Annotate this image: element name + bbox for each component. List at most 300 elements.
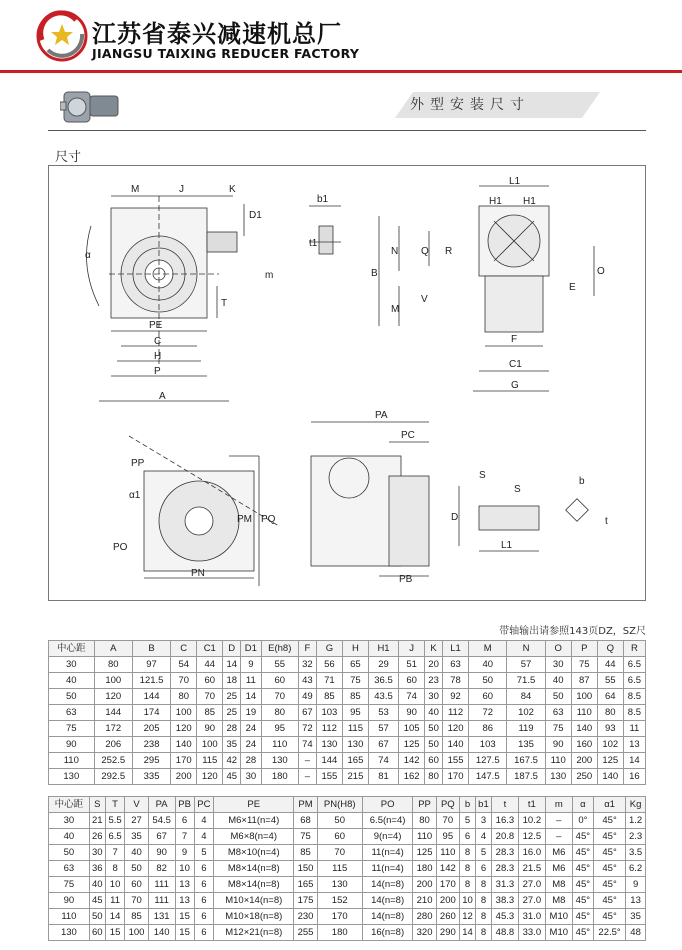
table-cell: 110 [49,909,90,925]
table-cell: 40 [125,845,148,861]
table-cell: 45° [572,909,593,925]
table-cell: 6.5 [623,673,645,689]
table-cell: 100 [571,689,597,705]
table-cell: 115 [342,721,368,737]
column-header: S [89,797,105,813]
table-cell: 9 [241,657,261,673]
table-row [49,829,646,845]
table-cell: 144 [132,689,170,705]
table-cell: 13 [623,737,645,753]
table-cell: – [545,813,572,829]
table-cell: 30 [241,769,261,785]
table-cell: 45° [593,877,625,893]
table-cell: 172 [94,721,132,737]
column-header: A [94,641,132,657]
table-cell: 120 [197,769,223,785]
table-cell: 78 [443,673,469,689]
table-cell: 7 [175,829,194,845]
table-cell: – [298,753,316,769]
table-cell: 11(n=4) [362,861,413,877]
column-header: PN(H8) [317,797,362,813]
table-cell: 42 [223,753,241,769]
table-cell: 45° [593,845,625,861]
table-cell: 210 [413,893,436,909]
table-header-row [49,797,646,813]
table-cell: 103 [469,737,507,753]
table-header-row [49,641,646,657]
dim-label: b [579,476,585,487]
table-cell: M10×14(n=8) [214,893,294,909]
table-cell: 70 [171,673,197,689]
table-row [49,689,646,705]
table-cell: 0° [572,813,593,829]
table-cell: 11 [623,721,645,737]
table-row [49,657,646,673]
column-header: b [459,797,475,813]
table-cell: 131 [148,909,175,925]
table-cell: 72 [469,705,507,721]
table-cell: 85 [294,845,317,861]
table-cell: 8.5 [623,705,645,721]
table-cell: 111 [148,893,175,909]
table-cell: 16.3 [491,813,518,829]
dim-label: M [391,304,400,315]
table-cell: 53 [368,705,398,721]
table-cell: 142 [399,753,425,769]
table-cell: 26 [89,829,105,845]
table-cell: 45° [593,829,625,845]
table-cell: 130 [49,769,95,785]
dim-label: H1 [523,196,536,207]
table-cell: 71 [316,673,342,689]
column-header: PP [413,797,436,813]
table-cell: 103 [316,705,342,721]
dim-label: G [511,380,519,391]
table-cell: 21 [89,813,105,829]
table-row [49,877,646,893]
table-cell: 155 [316,769,342,785]
table-cell: 8 [459,877,475,893]
table-cell: 31.0 [518,909,545,925]
table-cell: 48.8 [491,925,518,941]
table-cell: 81 [368,769,398,785]
table-cell: 71.5 [507,673,545,689]
table-row [49,737,646,753]
table-cell: 68 [294,813,317,829]
dimension-table-2 [48,796,646,941]
table-cell: 22.5° [593,925,625,941]
table-cell: 10 [175,861,194,877]
dim-label: F [511,334,518,345]
column-header: F [298,641,316,657]
table-cell: 4 [194,829,214,845]
dim-label: PB [399,574,413,585]
table-cell: 44 [197,657,223,673]
table-cell: 51 [399,657,425,673]
table-cell: 100 [171,705,197,721]
table-cell: 115 [197,753,223,769]
table-cell: 130 [261,753,298,769]
table-cell: 140 [443,737,469,753]
column-header: H [342,641,368,657]
table-cell: 90 [49,737,95,753]
page-title: 外型安装尺寸 [410,97,530,113]
table-cell: 60 [317,829,362,845]
dim-label: S [479,470,486,481]
table-cell: 135 [507,737,545,753]
header-divider [0,70,682,73]
table-cell: 49 [298,689,316,705]
table-cell: 170 [317,909,362,925]
table-cell: 120 [94,689,132,705]
table-cell: 174 [132,705,170,721]
table-cell: 2.3 [626,829,646,845]
table-cell: 5 [194,845,214,861]
column-header: N [507,641,545,657]
dim-label: R [445,246,453,257]
dimension-drawing [48,165,646,601]
table-cell: 6 [475,861,491,877]
table-row [49,893,646,909]
table-cell: 170 [171,753,197,769]
table-cell: 147.5 [469,769,507,785]
dim-label: α [85,250,91,261]
column-header: α1 [593,797,625,813]
table-cell: 50 [545,689,571,705]
table-cell: 45 [89,893,105,909]
table-cell: 21.5 [518,861,545,877]
table-cell: 60 [197,673,223,689]
column-header: C1 [197,641,223,657]
table-cell: 80 [94,657,132,673]
table-cell: 40 [49,673,95,689]
table-row [49,861,646,877]
table-cell: 50 [49,845,90,861]
company-name-cn: 江苏省泰兴减速机总厂 [92,20,342,48]
column-header: J [399,641,425,657]
table-cell: 11 [105,893,125,909]
dim-label: α1 [129,490,141,501]
table-cell: 80 [413,813,436,829]
table-cell: 70 [436,813,459,829]
table-cell: 260 [436,909,459,925]
table-cell: M10×18(n=8) [214,909,294,925]
table-cell: 110 [436,845,459,861]
table-cell: 45° [593,909,625,925]
table-cell: 165 [294,877,317,893]
column-header: L1 [443,641,469,657]
table-cell: 85 [342,689,368,705]
table-cell: M6×8(n=4) [214,829,294,845]
table-cell: 40 [425,705,443,721]
table-cell: 200 [571,753,597,769]
table-cell: 144 [94,705,132,721]
table-cell: 45° [572,829,593,845]
table-cell: 5 [475,845,491,861]
table-cell: 75 [571,657,597,673]
dim-label: PQ [261,514,276,525]
table-cell: M12×21(n=8) [214,925,294,941]
table-cell: 187.5 [507,769,545,785]
table-cell: 60 [469,689,507,705]
table-cell: 155 [443,753,469,769]
table-cell: 255 [294,925,317,941]
table-cell: 206 [94,737,132,753]
table-cell: 86 [469,721,507,737]
table-cell: – [545,829,572,845]
table-cell: 200 [436,893,459,909]
dim-label: S [514,484,521,495]
column-header: P [571,641,597,657]
table-cell: 130 [49,925,90,941]
table-cell: 74 [368,753,398,769]
table-cell: 25 [223,689,241,705]
table-cell: 27 [125,813,148,829]
table-cell: 45° [572,877,593,893]
table-cell: 6 [194,893,214,909]
dim-label: m [265,270,274,281]
table-cell: 90 [545,737,571,753]
table-cell: 110 [261,737,298,753]
table-cell: 200 [413,877,436,893]
dim-label: H [154,351,162,362]
table-cell: 84 [507,689,545,705]
table-cell: 29 [368,657,398,673]
table-cell: 292.5 [94,769,132,785]
table-cell: 205 [132,721,170,737]
table-cell: 215 [342,769,368,785]
table-cell: 65 [342,657,368,673]
table-cell: 295 [132,753,170,769]
table-cell: 50 [125,861,148,877]
table-cell: M6×11(n=4) [214,813,294,829]
table-cell: 57 [507,657,545,673]
table-cell: 15 [105,925,125,941]
table-row [49,909,646,925]
table-cell: 8 [475,893,491,909]
column-header: C [171,641,197,657]
table-cell: 63 [49,705,95,721]
table-cell: 8 [459,861,475,877]
table-cell: 90 [197,721,223,737]
dim-label: J [179,184,184,195]
table-cell: 111 [148,877,175,893]
dim-label: O [597,266,605,277]
table-cell: 335 [132,769,170,785]
table-cell: 110 [413,829,436,845]
table-cell: 125 [413,845,436,861]
table-cell: 16(n=8) [362,925,413,941]
table-cell: 102 [597,737,623,753]
table-row [49,753,646,769]
column-header: R [623,641,645,657]
table-cell: 85 [316,689,342,705]
dim-label: L1 [509,176,521,187]
table-cell: 14 [241,689,261,705]
table-cell: 35 [223,737,241,753]
table-cell: 5 [459,813,475,829]
table-cell: 180 [413,861,436,877]
table-cell: 45° [572,845,593,861]
table-cell: 60 [89,925,105,941]
table-cell: 45.3 [491,909,518,925]
technical-drawing [49,166,645,600]
dim-label: N [391,246,399,257]
table-cell: 95 [261,721,298,737]
table-cell: 170 [443,769,469,785]
dim-label: B [371,268,378,279]
dim-label: b1 [317,194,329,205]
table-cell: 119 [507,721,545,737]
company-logo-icon [36,10,88,62]
table-cell: 45° [593,813,625,829]
table-cell: 50 [317,813,362,829]
table-cell: 70 [197,689,223,705]
table-cell: 6 [194,861,214,877]
table-cell: 320 [413,925,436,941]
table-cell: 28 [241,753,261,769]
table-cell: M8 [545,877,572,893]
table-cell: 67 [148,829,175,845]
table-cell: 9 [626,877,646,893]
table-cell: 290 [436,925,459,941]
table-cell: 43.5 [368,689,398,705]
page-header [0,0,682,72]
table-cell: 50 [425,721,443,737]
table-row [49,721,646,737]
dim-label: H1 [489,196,502,207]
table-cell: 72 [298,721,316,737]
dim-label: PC [401,430,415,441]
table-cell: 63 [545,705,571,721]
table-cell: 30 [425,689,443,705]
table-cell: 36.5 [368,673,398,689]
table-cell: M8×14(n=8) [214,877,294,893]
table-cell: 75 [49,721,95,737]
table-cell: 70 [317,845,362,861]
table-cell: 23 [425,673,443,689]
table-cell: 140 [148,925,175,941]
table-cell: 250 [571,769,597,785]
table-cell: 45° [593,861,625,877]
dim-label: t1 [309,238,318,249]
table-cell: 10.2 [518,813,545,829]
table-cell: 38.3 [491,893,518,909]
table-cell: 20.8 [491,829,518,845]
table-cell: 120 [443,721,469,737]
table-cell: 144 [316,753,342,769]
table-cell: M8×14(n=8) [214,861,294,877]
column-header: PM [294,797,317,813]
side-view [379,186,594,391]
table-cell: 10 [459,893,475,909]
column-header: m [545,797,572,813]
table-cell: 45° [572,893,593,909]
table-cell: 8 [475,925,491,941]
dim-label: M [131,184,140,195]
column-header: K [425,641,443,657]
table-cell: 67 [368,737,398,753]
hollow-shaft-view [459,486,588,551]
column-header: T [105,797,125,813]
table-cell: 27.0 [518,877,545,893]
table-cell: 140 [597,769,623,785]
table-cell: 30 [545,657,571,673]
table-cell: 280 [413,909,436,925]
table-cell: 230 [294,909,317,925]
table-cell: 50 [425,737,443,753]
table-cell: 67 [298,705,316,721]
table-cell: 50 [469,673,507,689]
table-cell: 40 [49,829,90,845]
table-cell: 1.2 [626,813,646,829]
table-cell: 40 [469,657,507,673]
table-cell: 7 [105,845,125,861]
table-cell: 100 [197,737,223,753]
table-cell: 63 [443,657,469,673]
column-header: O [545,641,571,657]
table-cell: 35 [125,829,148,845]
table-cell: M10 [545,925,572,941]
table-cell: 60 [425,753,443,769]
table-cell: 55 [597,673,623,689]
table-cell: 15 [175,925,194,941]
dim-label: PN [191,568,205,579]
table-cell: 50 [89,909,105,925]
table-cell: 14(n=8) [362,909,413,925]
table-cell: 80 [171,689,197,705]
table-cell: M10 [545,909,572,925]
table-cell: 18 [223,673,241,689]
table-cell: 92 [443,689,469,705]
table-cell: 160 [571,737,597,753]
table-cell: 112 [316,721,342,737]
dim-label: t [605,516,608,527]
table-cell: M8×10(n=4) [214,845,294,861]
table-cell: 162 [399,769,425,785]
table-cell: 70 [261,689,298,705]
banner-divider [48,130,646,131]
table-cell: 252.5 [94,753,132,769]
table-cell: 74 [399,689,425,705]
dim-label: T [221,298,228,309]
table-cell: 95 [436,829,459,845]
dim-label: A [159,391,166,402]
table-cell: 43 [298,673,316,689]
section-label: 尺寸 [55,150,82,165]
column-header: t1 [518,797,545,813]
table-cell: 57 [368,721,398,737]
table-cell: 14 [459,925,475,941]
table-cell: 170 [436,877,459,893]
table-cell: 6 [194,909,214,925]
table-cell: 13 [175,877,194,893]
table-cell: 80 [261,705,298,721]
column-header: D [223,641,241,657]
dim-label: D [451,512,459,523]
column-header: H1 [368,641,398,657]
table-cell: 60 [399,673,425,689]
table-cell: 63 [49,861,90,877]
table-cell: 238 [132,737,170,753]
table-cell: 14(n=8) [362,877,413,893]
table-cell: 28 [223,721,241,737]
flange-view [129,436,279,586]
table-cell: 24 [241,721,261,737]
table-cell: 4 [475,829,491,845]
dim-label: PA [375,410,388,421]
dim-label: P [154,366,161,377]
